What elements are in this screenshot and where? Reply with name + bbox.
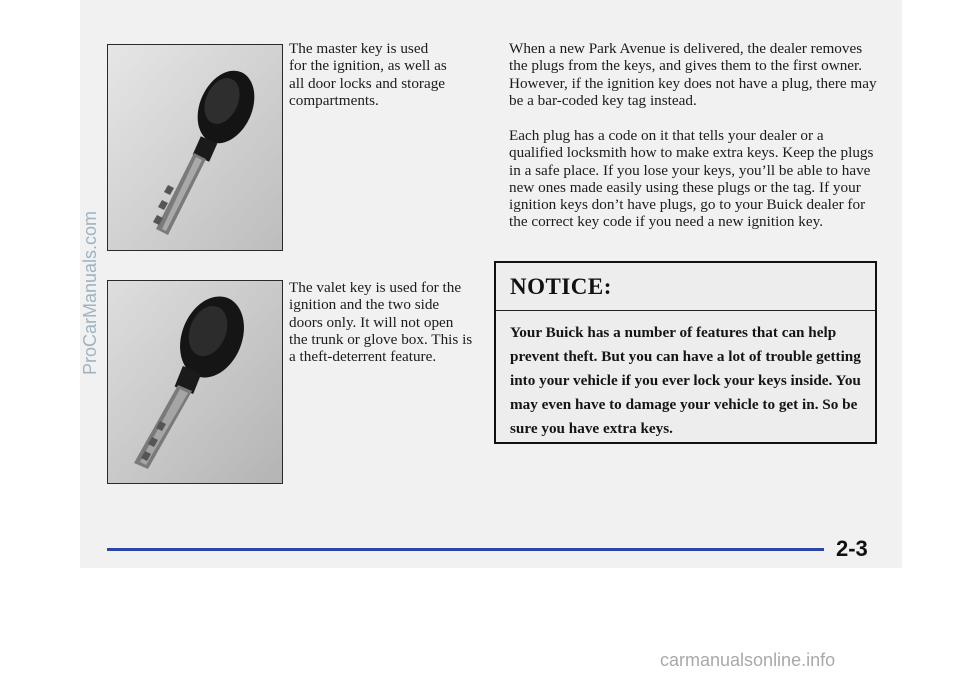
plug-code-paragraph: Each plug has a code on it that tells your dealer or a qualified locksmith how to make extra keys. Keep the plugs in a safe place. If you lose your keys, you’ll be able to have new ones made easily using these plugs or the tag. If your ignition keys don’t have plugs, go to your Buick dealer for the correct key code if you need a new ignition key. bbox=[509, 127, 874, 231]
page-number: 2-3 bbox=[836, 536, 868, 561]
valet-key-caption: The valet key is used for the ignition and the two side doors only. It will not open the trunk or glove box. This is a theft-deterrent feature. bbox=[289, 279, 473, 366]
footer-rule bbox=[107, 548, 824, 551]
notice-heading: NOTICE: bbox=[510, 273, 612, 299]
dealer-plugs-paragraph: When a new Park Avenue is delivered, the dealer removes the plugs from the keys, and gives them to the first owner. However, if the ignition key does not have a plug, there may be a bar-coded key tag instead. bbox=[509, 40, 877, 109]
notice-box bbox=[494, 261, 877, 444]
notice-header bbox=[496, 263, 875, 311]
master-key-icon bbox=[108, 45, 282, 250]
notice-body: Your Buick has a number of features that can help prevent theft. But you can have a lot of trouble getting into your vehicle if you ever lock your keys inside. You may even have to damage your vehicle to get in. So be sure you have extra keys. bbox=[510, 324, 861, 437]
master-key-photo bbox=[107, 44, 283, 251]
valet-key-icon bbox=[108, 281, 282, 483]
valet-key-photo bbox=[107, 280, 283, 484]
master-key-caption: The master key is used for the ignition, as well as all door locks and storage compartments. bbox=[289, 40, 447, 109]
footer-watermark: carmanualsonline.info bbox=[660, 650, 836, 670]
side-watermark: ProCarManuals.com bbox=[80, 210, 100, 375]
